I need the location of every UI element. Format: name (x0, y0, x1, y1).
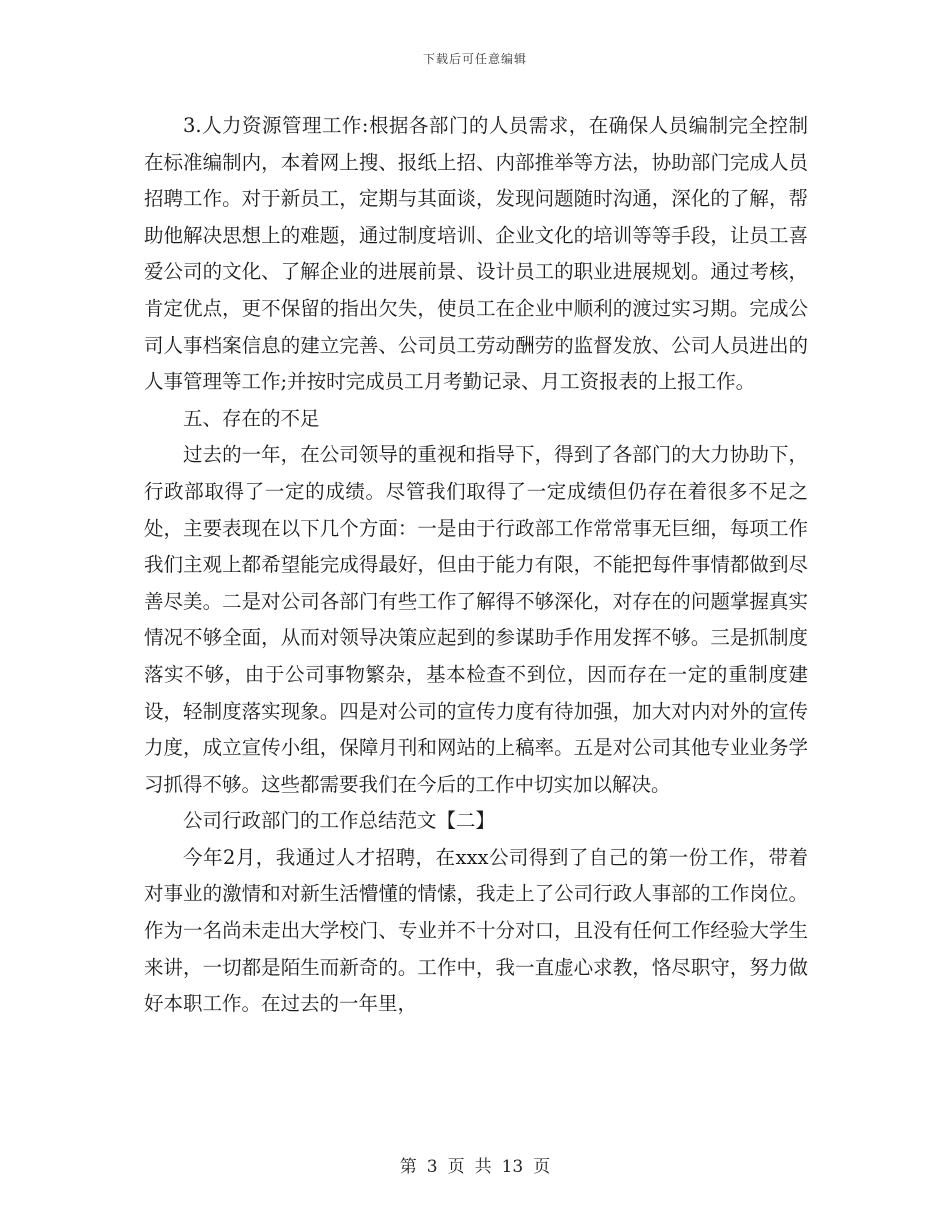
footer-page-label: 页 (447, 1157, 465, 1177)
footer-suffix: 页 (533, 1157, 551, 1177)
section-heading-shortcomings: 五、存在的不足 (183, 406, 320, 430)
document-body (144, 108, 808, 1023)
paragraph-hr-management: 3.人力资源管理工作:根据各部门的人员需求，在确保人员编制完全控制在标准编制内，本着网上搜、报纸上招、内部推举等方法，协助部门完成人员招聘工作。对于新员工，定期与其面谈，发现问题随时沟通，深化的了解，帮助他解决思想上的难题，通过制度培训、企业文化的培训等等手段，让员工喜爱公司的文化、了解企业的进展前景、设计员工的职业进展规划。通过考核，肯定优点，更不保留的指出欠失，使员工在企业中顺利的渡过实习期。完成公司人事档案信息的建立完善、公司员工劳动酬劳的监督发放、公司人员进出的人事管理等工作;并按时完成员工月考勤记录、月工资报表的上报工作。 (144, 114, 808, 394)
current-page-number: 3 (426, 1157, 438, 1177)
paragraph-summary-two-intro: 今年2月，我通过人才招聘，在xxx公司得到了自己的第一份工作，带着对事业的激情和对新生活懵懂的情愫，我走上了公司行政人事部的工作岗位。作为一名尚未走出大学校门、专业并不十分对口，且没有任何工作经验大学生来讲，一切都是陌生而新奇的。工作中，我一直虚心求教，恪尽职守，努力做好本职工作。在过去的一年里， (144, 845, 808, 1016)
footer-prefix: 第 (399, 1157, 417, 1177)
page-header: 下载后可任意编辑 (422, 52, 527, 66)
section-heading-summary-two: 公司行政部门的工作总结范文【二】 (183, 809, 496, 833)
total-pages-number: 13 (501, 1157, 524, 1177)
page-footer (0, 1152, 950, 1177)
paragraph-shortcomings: 过去的一年，在公司领导的重视和指导下，得到了各部门的大力协助下，行政部取得了一定的成绩。尽管我们取得了一定成绩但仍存在着很多不足之处，主要表现在以下几个方面：一是由于行政部工作常常事无巨细，每项工作我们主观上都希望能完成得最好，但由于能力有限，不能把每件事情都做到尽善尽美。二是对公司各部门有些工作了解得不够深化，对存在的问题掌握真实情况不够全面，从而对领导决策应起到的参谋助手作用发挥不够。三是抓制度落实不够，由于公司事物繁杂，基本检查不到位，因而存在一定的重制度建设，轻制度落实现象。四是对公司的宣传力度有待加强，加大对内对外的宣传力度，成立宣传小组，保障月刊和网站的上稿率。五是对公司其他专业业务学习抓得不够。这些都需要我们在今后的工作中切实加以解决。 (144, 443, 808, 796)
footer-total-label: 共 (474, 1157, 492, 1177)
